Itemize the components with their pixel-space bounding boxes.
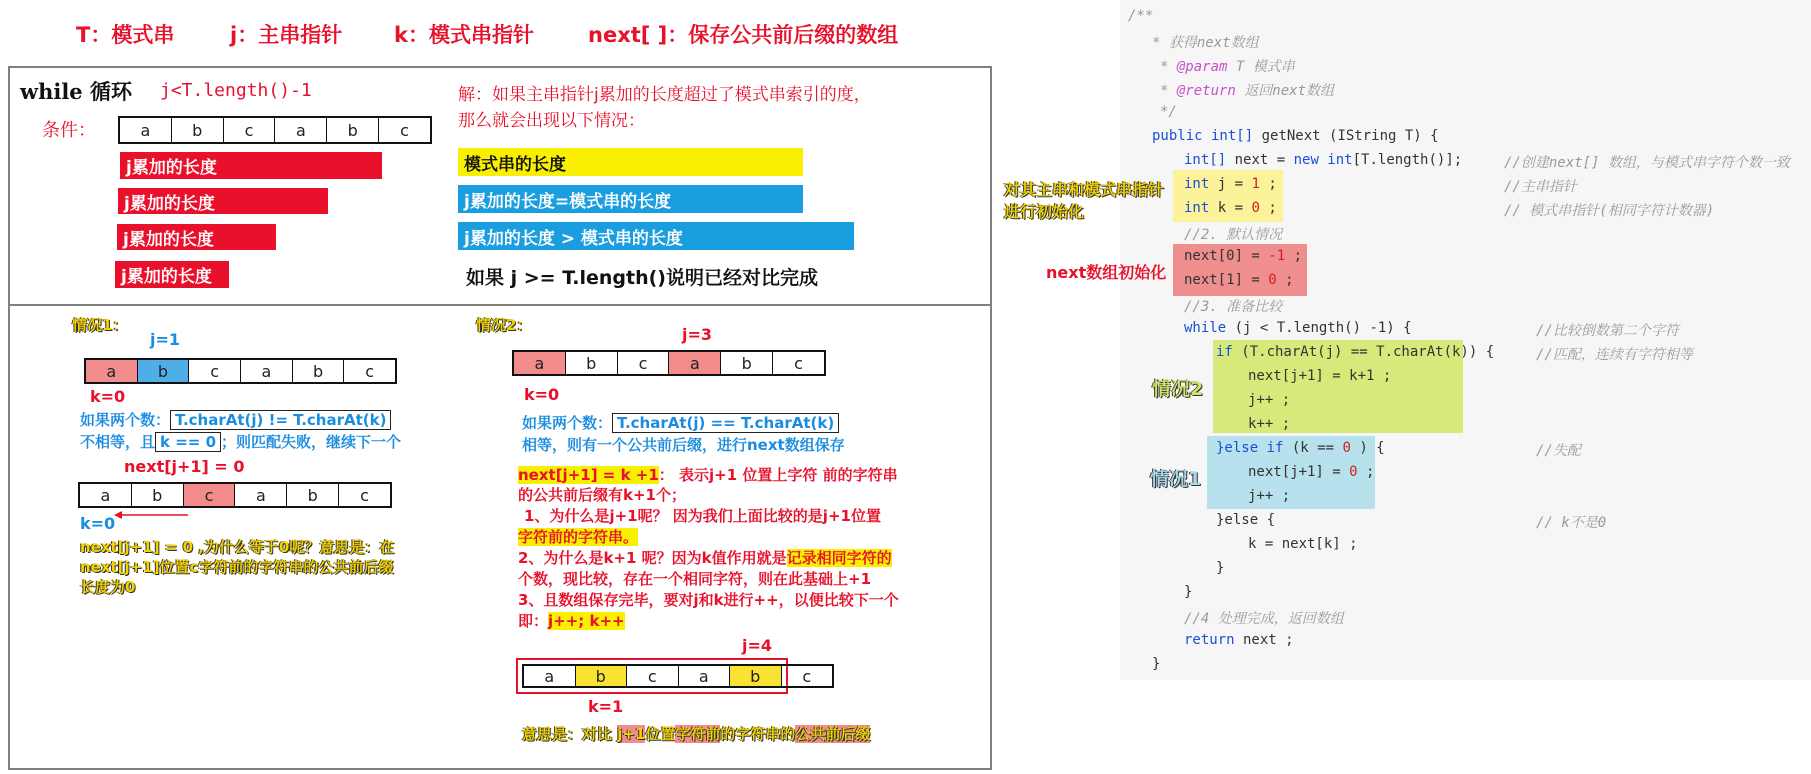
case1-arrow — [112, 509, 192, 521]
case1-cell: b — [293, 360, 345, 382]
case2-cell: b — [576, 666, 628, 686]
code-num: -1 — [1268, 248, 1286, 264]
code-kw: public int[] — [1152, 128, 1254, 144]
case2-line-2: 的公共前后缀有k+1个； — [518, 486, 686, 504]
code-kw: if — [1216, 344, 1233, 360]
case1-cell: c — [360, 485, 369, 505]
annotation-pointer-init-1: 对其主串和模式串指针 — [1004, 180, 1165, 199]
case2-cells-bottom — [522, 664, 834, 688]
code-text: (T.charAt(j) == T.charAt(k)) { — [1232, 344, 1495, 360]
while-condition: j<T.length()-1 — [160, 80, 312, 101]
code-num: 1 — [1251, 176, 1260, 192]
case1-text-1 — [80, 409, 391, 430]
code-tag-param: @param — [1176, 59, 1228, 75]
case2-cells-top — [512, 350, 826, 376]
case1-note-3: 长度为0 — [80, 578, 136, 596]
code-text: getNext (IString T) { — [1253, 128, 1439, 144]
case2-cell: b — [721, 352, 773, 374]
pattern-cell: a — [120, 118, 172, 142]
case2-cell: a — [679, 666, 731, 686]
code-text: ; — [1259, 200, 1277, 216]
case2-j-label: j=3 — [682, 325, 713, 344]
case1-cell: a — [235, 484, 287, 506]
case2-line-8 — [518, 610, 625, 631]
code-text: [T.length()]; — [1352, 152, 1463, 168]
case1-cell: a — [241, 360, 293, 382]
case1-k2-label: k=0 — [80, 514, 116, 533]
code-text: next = — [1226, 152, 1294, 168]
code-comment-7: //创建next[] 数组，与模式串字符个数一致 — [1504, 155, 1790, 171]
case2-cell: c — [618, 352, 670, 374]
code-line-15 — [1216, 344, 1494, 360]
code-kw: int[] — [1184, 152, 1227, 168]
j-length-bar-3: j累加的长度 — [117, 224, 276, 250]
case2-compare-code: T.charAt(j) == T.charAt(k) — [612, 413, 839, 433]
code-text: next[0] = — [1184, 248, 1269, 264]
case1-cell: c — [184, 484, 236, 506]
case1-j-label: j=1 — [150, 330, 181, 349]
code-line-21: j++ ; — [1248, 488, 1291, 504]
case1-cell: b — [287, 484, 339, 506]
legend-t: T：模式串 — [76, 23, 175, 47]
case1-note-2: next[j+1]位置c字符前的字符串的公共前后缀 — [80, 558, 394, 576]
code-line-14 — [1184, 320, 1412, 336]
code-kw: int — [1184, 176, 1210, 192]
code-comment-9: // 模式串指针(相同字符计数器) — [1504, 203, 1715, 219]
code-line-7 — [1184, 152, 1462, 168]
code-line-28: } — [1152, 656, 1161, 672]
case2-k2-label: k=1 — [588, 697, 624, 716]
code-text: ; — [1259, 176, 1277, 192]
case2-text-1 — [522, 412, 839, 433]
case2-cell: c — [627, 666, 679, 686]
code-num: 0 — [1251, 200, 1260, 216]
code-text: j = — [1209, 176, 1252, 192]
case2-line-5 — [518, 547, 892, 568]
case2-cell: a — [514, 352, 566, 374]
code-line-3-text: T 模式串 — [1227, 59, 1295, 75]
code-line-6 — [1152, 128, 1439, 144]
annotation-next-init: next数组初始化 — [1046, 263, 1167, 282]
case1-cells-top — [84, 358, 397, 384]
case2-line-8-pre: 即： — [518, 612, 549, 630]
code-text: next ; — [1234, 632, 1294, 648]
case1-text-2-post: ；则匹配失败，继续下一个 — [221, 433, 402, 451]
code-line-9 — [1184, 200, 1277, 216]
case2-j2-label: j=4 — [742, 636, 773, 655]
case2-cell: a — [524, 666, 576, 686]
pattern-cell: c — [400, 120, 409, 140]
code-comment-19: //失配 — [1536, 443, 1581, 459]
case2-line-8-hl: j++; k++ — [548, 612, 625, 630]
code-line-1: /** — [1128, 8, 1154, 24]
code-kw: }else if — [1216, 440, 1284, 456]
case1-cells-bottom — [78, 482, 392, 508]
case2-cell: b — [566, 352, 618, 374]
case2-meaning-mid: 位置 — [645, 725, 676, 743]
case2-title: 情况2： — [476, 316, 532, 334]
code-comment-14: //比较倒数第二个字符 — [1536, 323, 1679, 339]
case2-cell: b — [730, 666, 782, 686]
case2-cell: c — [802, 666, 812, 686]
code-tag-return: @return — [1176, 83, 1236, 99]
case2-meaning-hl3: 公共前后缀 — [795, 725, 871, 743]
code-line-13: //3. 准备比较 — [1184, 299, 1283, 315]
code-text: ; — [1357, 464, 1375, 480]
pattern-cell: a — [275, 118, 327, 142]
pattern-cell: b — [327, 118, 379, 142]
pattern-cells — [118, 116, 432, 144]
code-line-12 — [1184, 272, 1294, 288]
case1-cell: c — [365, 361, 375, 381]
case2-meaning-mid2: 的字符串的 — [720, 725, 796, 743]
code-text: next[1] = — [1184, 272, 1269, 288]
equal-length-bar: j累加的长度=模式串的长度 — [458, 185, 803, 213]
case2-cell: c — [794, 353, 803, 373]
code-line-10: //2. 默认情况 — [1184, 227, 1283, 243]
condition-label: 条件： — [42, 120, 96, 141]
case1-text-2 — [80, 431, 401, 452]
code-num: 0 — [1268, 272, 1277, 288]
code-line-23: k = next[k] ; — [1248, 536, 1358, 552]
pattern-cell: c — [224, 118, 276, 142]
code-line-4-text: 返回next数组 — [1235, 83, 1335, 99]
case1-k-code: k == 0 — [155, 432, 221, 452]
case1-next-label: next[j+1] = 0 — [124, 457, 245, 476]
case2-meaning — [522, 723, 870, 744]
case1-cell: b — [138, 360, 190, 382]
code-line-25: } — [1184, 584, 1193, 600]
code-line-19 — [1216, 440, 1385, 456]
case2-line-5-hl: 记录相同字符的 — [786, 549, 892, 567]
legend-next: next[ ]：保存公共前后缀的数组 — [588, 23, 899, 47]
code-line-8 — [1184, 176, 1277, 192]
case1-cell: b — [132, 484, 184, 506]
code-num: 0 — [1349, 464, 1358, 480]
case2-text-1-pre: 如果两个数： — [522, 414, 613, 432]
code-line-27 — [1184, 632, 1294, 648]
while-title: while 循环 — [20, 79, 132, 104]
case2-line-4-text: 字符前的字符串。 — [518, 528, 639, 546]
code-comment-8: //主串指针 — [1504, 179, 1577, 195]
greater-length-bar: j累加的长度 > 模式串的长度 — [458, 222, 854, 250]
code-line-2: * 获得next数组 — [1152, 35, 1259, 51]
case1-cell: a — [80, 484, 132, 506]
j-length-bar-4: j累加的长度 — [115, 261, 229, 288]
code-line-18: k++ ; — [1248, 416, 1291, 432]
annotation-case1: 情况1 — [1150, 468, 1202, 490]
case2-meaning-hl1: j+1 — [617, 725, 646, 743]
code-line-4: * @return 返回next数组 — [1160, 83, 1335, 99]
case2-line-3: 1、为什么是j+1呢？ 因为我们上面比较的是j+1位置 — [524, 507, 881, 525]
annotation-pointer-init-2: 进行初始化 — [1004, 202, 1085, 221]
case2-formula: next[j+1] = k +1 — [518, 466, 659, 484]
case1-cell: c — [189, 360, 241, 382]
conclusion-text: 如果 j >= T.length()说明已经对比完成 — [466, 267, 818, 289]
code-line-26: //4 处理完成，返回数组 — [1184, 611, 1344, 627]
code-line-5: */ — [1160, 104, 1177, 120]
case1-title: 情况1： — [72, 316, 128, 334]
case2-line-7: 3、且数组保存完毕，要对j和k进行++，以便比较下一个 — [518, 591, 899, 609]
j-length-bar-2: j累加的长度 — [118, 188, 328, 214]
pattern-cell: b — [172, 118, 224, 142]
explain-line-2: 那么就会出现以下情况： — [458, 111, 645, 131]
code-line-16: next[j+1] = k+1 ; — [1248, 368, 1392, 384]
code-kw: while — [1184, 320, 1227, 336]
case1-text-2-pre: 不相等，且 — [80, 433, 156, 451]
case1-k-label: k=0 — [90, 387, 126, 406]
code-text: (j < T.length() -1) { — [1226, 320, 1412, 336]
case2-cell: a — [669, 352, 721, 374]
code-kw: int — [1184, 200, 1210, 216]
case2-text-2: 相等，则有一个公共前后缀，进行next数组保存 — [522, 436, 845, 454]
case1-text-1-pre: 如果两个数： — [80, 411, 171, 429]
case2-line-6: 个数，现比较，存在一个相同字符，则在此基础上+1 — [518, 570, 872, 588]
case2-line-5-pre: 2、为什么是k+1 呢？因为k值作用就是 — [518, 549, 787, 567]
annotation-case2: 情况2 — [1152, 378, 1204, 400]
code-text: k = — [1209, 200, 1252, 216]
case2-k-label: k=0 — [524, 385, 560, 404]
code-text: ) { — [1350, 440, 1385, 456]
code-text: (k == — [1283, 440, 1343, 456]
code-text: ; — [1276, 272, 1294, 288]
pattern-length-bar: 模式串的长度 — [458, 148, 803, 176]
code-line-17: j++ ; — [1248, 392, 1291, 408]
case2-meaning-pre: 意思是：对比 — [522, 725, 618, 743]
code-line-11 — [1184, 248, 1302, 264]
explain-line-1: 解：如果主串指针j累加的长度超过了模式串索引的度， — [458, 85, 871, 105]
code-line-20 — [1248, 464, 1374, 480]
case1-compare-code: T.charAt(j) != T.charAt(k) — [170, 410, 391, 430]
case2-formula-line — [518, 464, 898, 485]
code-comment-22: // k不是0 — [1536, 515, 1607, 531]
code-line-22: }else { — [1216, 512, 1276, 528]
code-line-24: } — [1216, 560, 1225, 576]
code-text: ; — [1285, 248, 1303, 264]
case2-formula-desc: ： 表示j+1 位置上字符 前的字符串 — [658, 466, 898, 484]
code-line-3: * @param T 模式串 — [1160, 59, 1295, 75]
code-kw: new int — [1293, 152, 1353, 168]
legend-k: k：模式串指针 — [394, 23, 534, 47]
code-text: next[j+1] = — [1248, 464, 1350, 480]
case2-meaning-hl2: 字符前 — [675, 725, 721, 743]
case1-note-1: next[j+1] = 0 ,为什么等于0呢？意思是：在 — [80, 538, 395, 556]
legend-j: j：主串指针 — [230, 23, 343, 47]
case2-line-4 — [518, 526, 638, 547]
code-kw: return — [1184, 632, 1235, 648]
code-comment-15: //匹配，连续有字符相等 — [1536, 347, 1693, 363]
case1-cell: a — [86, 360, 138, 382]
code-num: 0 — [1342, 440, 1351, 456]
j-length-bar-1: j累加的长度 — [120, 152, 382, 179]
